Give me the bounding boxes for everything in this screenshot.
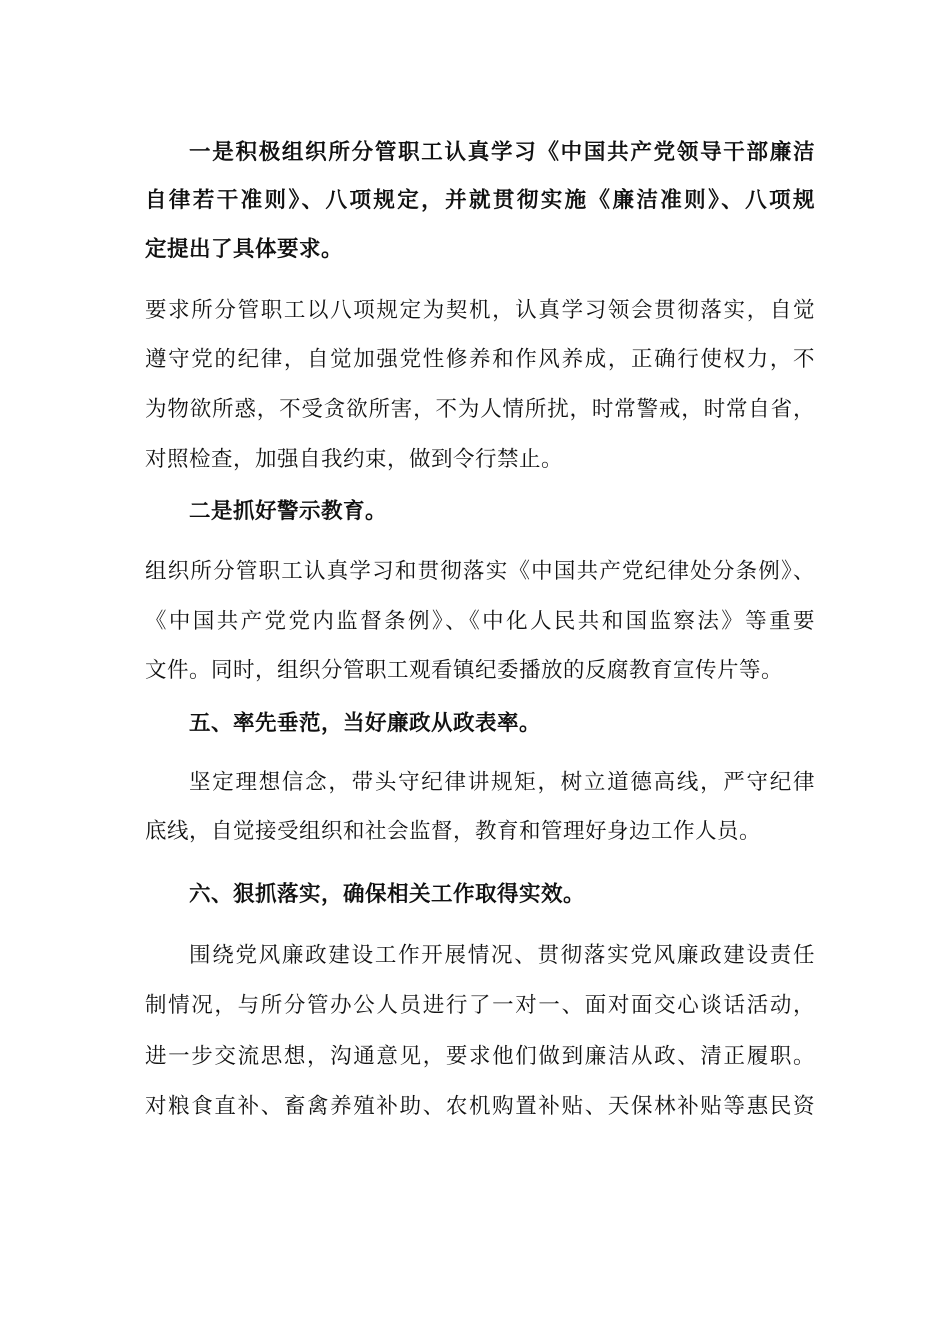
paragraph-3-line-3: 文件。同时，组织分管职工观看镇纪委播放的反腐教育宣传片等。 bbox=[145, 658, 784, 683]
paragraph-1-line-2: 自律若干准则》、八项规定，并就贯彻实施《廉洁准则》、八项规 bbox=[145, 188, 815, 213]
paragraph-5-line-1: 围绕党风廉政建设工作开展情况、贯彻落实党风廉政建设责任 bbox=[189, 943, 815, 968]
paragraph-2-line-2: 遵守党的纪律，自觉加强党性修养和作风养成，正确行使权力，不 bbox=[145, 347, 815, 372]
section-heading-six: 六、狠抓落实，确保相关工作取得实效。 bbox=[189, 882, 586, 907]
paragraph-1-line-3: 定提出了具体要求。 bbox=[145, 237, 344, 262]
paragraph-2-line-4: 对照检查，加强自我约束，做到令行禁止。 bbox=[145, 447, 564, 472]
paragraph-4-line-2: 底线，自觉接受组织和社会监督，教育和管理好身边工作人员。 bbox=[145, 819, 762, 844]
paragraph-5-line-3: 进一步交流思想，沟通意见，要求他们做到廉洁从政、清正履职。 bbox=[145, 1044, 815, 1069]
paragraph-3-line-2: 《中国共产党党内监督条例》、《中化人民共和国监察法》等重要 bbox=[145, 609, 815, 634]
paragraph-3-line-1: 组织所分管职工认真学习和贯彻落实《中国共产党纪律处分条例》、 bbox=[145, 559, 815, 584]
section-heading-five: 五、率先垂范，当好廉政从政表率。 bbox=[189, 711, 542, 736]
paragraph-2-line-3: 为物欲所惑，不受贪欲所害，不为人情所扰，时常警戒，时常自省， bbox=[145, 397, 815, 422]
paragraph-2-line-1: 要求所分管职工以八项规定为契机，认真学习领会贯彻落实，自觉 bbox=[145, 298, 815, 323]
paragraph-1-line-1: 一是积极组织所分管职工认真学习《中国共产党领导干部廉洁 bbox=[189, 140, 815, 165]
paragraph-5-line-2: 制情况，与所分管办公人员进行了一对一、面对面交心谈话活动， bbox=[145, 993, 815, 1018]
paragraph-5-line-4: 对粮食直补、畜禽养殖补助、农机购置补贴、天保林补贴等惠民资 bbox=[145, 1094, 815, 1119]
section-heading-warning-education: 二是抓好警示教育。 bbox=[189, 499, 388, 524]
paragraph-4-line-1: 坚定理想信念，带头守纪律讲规矩，树立道德高线，严守纪律 bbox=[189, 770, 815, 795]
